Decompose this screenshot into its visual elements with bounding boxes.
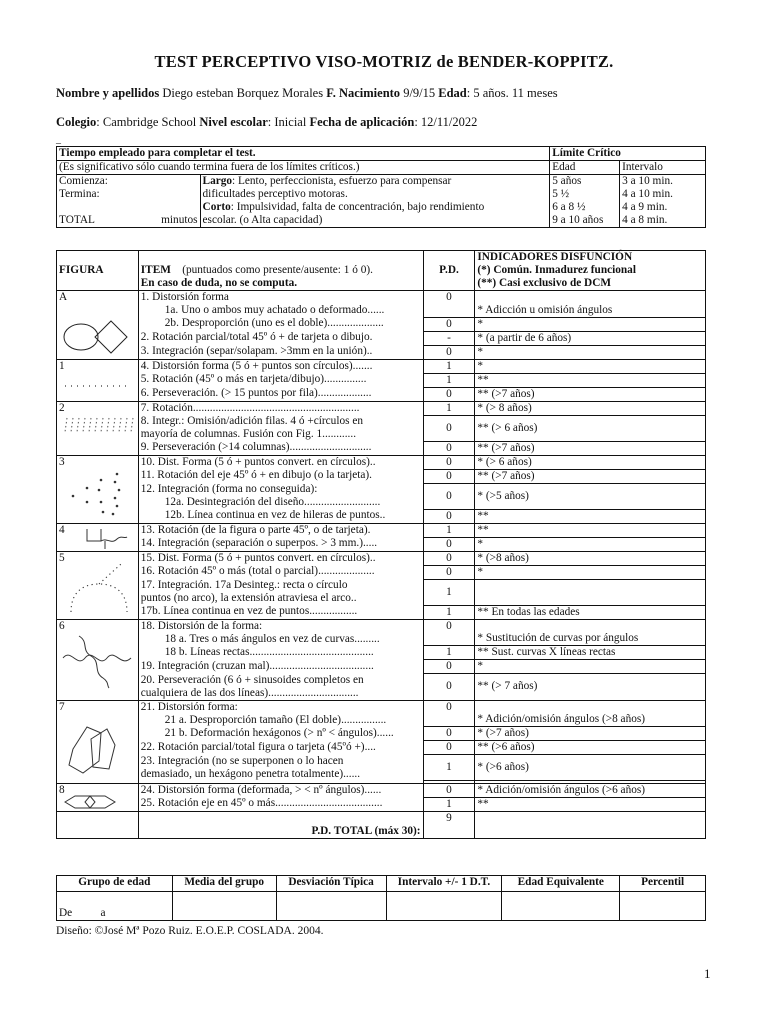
figure-label: 3 [59,455,65,468]
age-label: Edad [438,86,467,100]
figure-1-drawing [59,372,137,398]
total-label: P.D. TOTAL (máx 30): [138,811,423,838]
pd-value: 1 [423,523,475,537]
header-item: ITEM [140,264,171,276]
pd-value: 0 [423,509,475,523]
short-label: Corto [202,201,231,213]
item: 6. Perseveración. (> 15 puntos por fila)................... [138,387,423,401]
item: 18 b. Líneas rectas............................................ [138,646,423,660]
indicator: ** [475,509,706,523]
pd-value: 0 [423,291,475,318]
item: 5. Rotación (45º o más en tarjeta/dibujo)............... [138,373,423,387]
item: 1a. Uno o ambos muy achatado o deformado...... [138,304,423,317]
items-table [56,250,706,839]
col-age: Edad [550,161,620,175]
figure-label: 7 [59,700,65,713]
item: 25. Rotación eje en 45º o más...................................... [138,797,423,811]
time-header: Tiempo empleado para completar el test. [57,147,550,161]
header-item-note2: En caso de duda, no se computa. [140,277,298,289]
item: 3. Integración (separ/solapam. >3mm en la unión).. [138,345,423,359]
figure-5-drawing [59,560,137,620]
footer: Diseño: ©José Mª Pozo Ruiz. E.O.E.P. COSLADA. 2004. [56,925,324,937]
indicator: * (>6 años) [475,755,706,781]
indicator: * (> 8 años) [475,401,706,415]
pd-value: 1 [423,605,475,619]
start-label: Comienza: [57,175,201,189]
indicator: * (>5 años) [475,483,706,509]
figure-8-drawing [59,788,137,814]
figure-3-drawing [59,468,137,524]
col-interval: Intervalo [620,161,706,175]
item: 13. Rotación (de la figura o parte 45º, o de tarjeta). [138,523,423,537]
school-level: : Inicial [267,115,307,129]
pd-value: 0 [423,674,475,701]
pd-value: 0 [423,619,475,646]
indicator: * (a partir de 6 años) [475,331,706,345]
header-item-note: (puntuados como presente/ausente: 1 ó 0). [182,264,373,276]
item: demasiado, un hexágono penetra totalmente)...... [138,768,423,781]
indicator: * Adición/omisión ángulos (>8 años) [475,700,706,727]
long-text: : Lento, perfeccionista, esfuerzo para compensar [232,175,452,187]
item: 14. Integración (separación o superpos. > 3 mm.)..... [138,537,423,551]
short-text2: escolar. (o Alta capacidad) [200,214,550,228]
item: 19. Integración (cruzan mal)..................................... [138,660,423,674]
indicator: ** [475,373,706,387]
limit-header: Límite Crítico [550,147,706,161]
total-value: 9 [423,811,475,838]
col-interval: Intervalo +/- 1 D.T. [386,876,502,892]
pd-value: 0 [423,741,475,755]
figure-4-drawing [83,525,133,551]
school-label: Colegio [56,115,97,129]
figure-7-drawing [59,709,137,787]
col-age-group: Grupo de edad [57,876,173,892]
limit-interval: 4 a 8 min. [620,214,706,228]
limit-interval: 4 a 10 min. [620,188,706,201]
item: 2b. Desproporción (uno es el doble).................... [138,317,423,331]
indicator: * [475,359,706,373]
pd-value: 0 [423,387,475,401]
pd-value: 0 [423,441,475,455]
limit-age: 6 a 8 ½ [550,201,620,214]
indicator: ** (> 7 años) [475,674,706,701]
indicator: ** (>7 años) [475,387,706,401]
figure-label: 6 [59,619,65,632]
short-text: : Impulsividad, falta de concentración, bajo rendimiento [230,201,485,213]
pd-value: 0 [423,565,475,579]
limit-age: 5 años [550,175,620,189]
header-indicators: INDICADORES DISFUNCIÓN [475,251,706,265]
col-percentile: Percentil [620,876,706,892]
indicator: ** (>7 años) [475,441,706,455]
header-figura: FIGURA [57,251,139,291]
indicator: * Adicción u omisión ángulos [475,291,706,318]
patient-dob: 9/9/15 [403,86,436,100]
indicator: ** [475,797,706,811]
page-number: 1 [704,966,711,981]
col-group-mean: Media del grupo [172,876,276,892]
item: 12b. Línea continua en vez de hileras de puntos.. [138,509,423,523]
a-label: a [100,907,106,919]
figure-label: A [59,291,68,303]
dob-label: F. Nacimiento [326,86,401,100]
header-dcm: (**) Casi exclusivo de DCM [475,277,706,291]
item: 20. Perseveración (6 ó + sinusoides completos en [138,674,423,687]
pd-value: 1 [423,646,475,660]
age-group-table [56,875,706,921]
pd-value: 1 [423,579,475,605]
item: 17. Integración. 17a Desinteg.: recta o círculo [138,579,423,592]
item: puntos (no arco), la extensión atraviesa el arco.. [138,592,423,605]
item: 23. Integración (no se superponen o lo hacen [138,755,423,768]
indicator: ** En todas las edades [475,605,706,619]
pd-value: 0 [423,783,475,797]
item: 4. Distorsión forma (5 ó + puntos son círculos)....... [138,359,423,373]
limit-interval: 4 a 9 min. [620,201,706,214]
item: 18. Distorsión de la forma: [138,619,423,633]
patient-name: Diego esteban Borquez Morales [162,86,324,100]
indicator: * [475,660,706,674]
pd-value: 0 [423,551,475,565]
item: 21. Distorsión forma: [138,700,423,714]
item: 22. Rotación parcial/total figura o tarjeta (45ºó +).... [138,741,423,755]
figure-6-drawing [59,630,137,690]
indicator: ** [475,523,706,537]
col-equivalent-age: Edad Equivalente [502,876,620,892]
indicator: * [475,565,706,579]
end-label: Termina: [57,188,201,201]
item: cualquiera de las dos líneas)................................ [138,687,423,701]
pd-value: 0 [423,537,475,551]
pd-value: 1 [423,401,475,415]
item: 11. Rotación del eje 45º ó + en dibujo (o la tarjeta). [138,469,423,483]
date-label: Fecha de aplicación [309,115,415,129]
indicator: ** (> 6 años) [475,415,706,441]
pd-value: 0 [423,317,475,331]
indicator: * Sustitución de curvas por ángulos [475,619,706,646]
figure-label: 2 [59,401,65,414]
name-label: Nombre y apellidos [56,86,160,100]
figure-a-drawing [59,307,137,359]
long-label: Largo [202,175,233,187]
limit-interval: 3 a 10 min. [620,175,706,189]
page-title: TEST PERCEPTIVO VISO-MOTRIZ de BENDER-KOPPITZ. [154,52,614,71]
indicator: * [475,537,706,551]
item: 21 a. Desproporción tamaño (El doble)................ [138,714,423,727]
item: 16. Rotación 45º o más (total o parcial).................... [138,565,423,579]
level-label: Nivel escolar [199,115,268,129]
pd-value: 0 [423,700,475,727]
item: 12. Integración (forma no conseguida): [138,483,423,496]
item: 10. Dist. Forma (5 ó + puntos convert. en círculos).. [138,455,423,469]
patient-line [56,86,558,101]
application-date: : 12/11/2022 [414,115,478,129]
item: 17b. Línea continua en vez de puntos................. [138,605,423,619]
pd-value: 1 [423,797,475,811]
item: 7. Rotación........................................................... [138,401,423,415]
header-pd: P.D. [423,251,475,291]
header-common: (*) Común. Inmadurez funcional [475,264,706,277]
item: 18 a. Tres o más ángulos en vez de curvas......... [138,633,423,646]
indicator: * [475,317,706,331]
pd-value: 0 [423,660,475,674]
item: mayoría de columnas. Fusión con Fig. 1............ [138,428,423,441]
pd-value: - [423,331,475,345]
pd-value: 0 [423,483,475,509]
indicator: ** Sust. curvas X líneas rectas [475,646,706,660]
item: 8. Integr.: Omisión/adición filas. 4 ó +círculos en [138,415,423,428]
de-label: De [59,907,73,919]
figure-label: 5 [59,551,65,564]
limit-age: 5 ½ [550,188,620,201]
indicator: * (>7 años) [475,727,706,741]
time-subheader: (Es significativo sólo cuando termina fuera de los límites críticos.) [57,161,550,175]
pd-value: 0 [423,345,475,359]
school-name: : Cambridge School [96,115,197,129]
pd-value: 1 [423,373,475,387]
indicator: * [475,345,706,359]
pd-value: 1 [423,359,475,373]
total-label: TOTAL [59,214,95,226]
item: 24. Distorsión forma (deformada, > < nº ángulos)...... [138,783,423,797]
item: 1. Distorsión forma [138,291,423,305]
pd-value: 1 [423,755,475,781]
figure-2-drawing [59,410,137,440]
item: 9. Perseveración (>14 columnas)............................. [138,441,423,455]
figure-label: 4 [59,523,65,536]
item: 21 b. Deformación hexágonos (> nº < ángulos)...... [138,727,423,741]
pd-value: 0 [423,469,475,483]
indicator: * (> 6 años) [475,455,706,469]
indicator: ** (>6 años) [475,741,706,755]
col-std-dev: Desviación Típica [276,876,386,892]
patient-age: : 5 años. 11 meses [466,86,558,100]
pd-value: 0 [423,455,475,469]
indicator: ** (>7 años) [475,469,706,483]
pd-value: 0 [423,415,475,441]
long-text2: dificultades perceptivo motoras. [200,188,550,201]
indicator: * Adición/omisión ángulos (>6 años) [475,783,706,797]
item: 2. Rotación parcial/total 45º ó + de tarjeta o dibujo. [138,331,423,345]
dash-mark: _ [56,134,61,145]
time-table [56,146,706,228]
item: 12a. Desintegración del diseño........................... [138,496,423,509]
figure-label: 8 [59,783,65,796]
indicator: * (>8 años) [475,551,706,565]
item: 15. Dist. Forma (5 ó + puntos convert. en círculos).. [138,551,423,565]
figure-label: 1 [59,359,65,372]
minutes-label: minutos [161,214,198,226]
school-line [56,115,477,130]
limit-age: 9 a 10 años [550,214,620,228]
pd-value: 0 [423,727,475,741]
